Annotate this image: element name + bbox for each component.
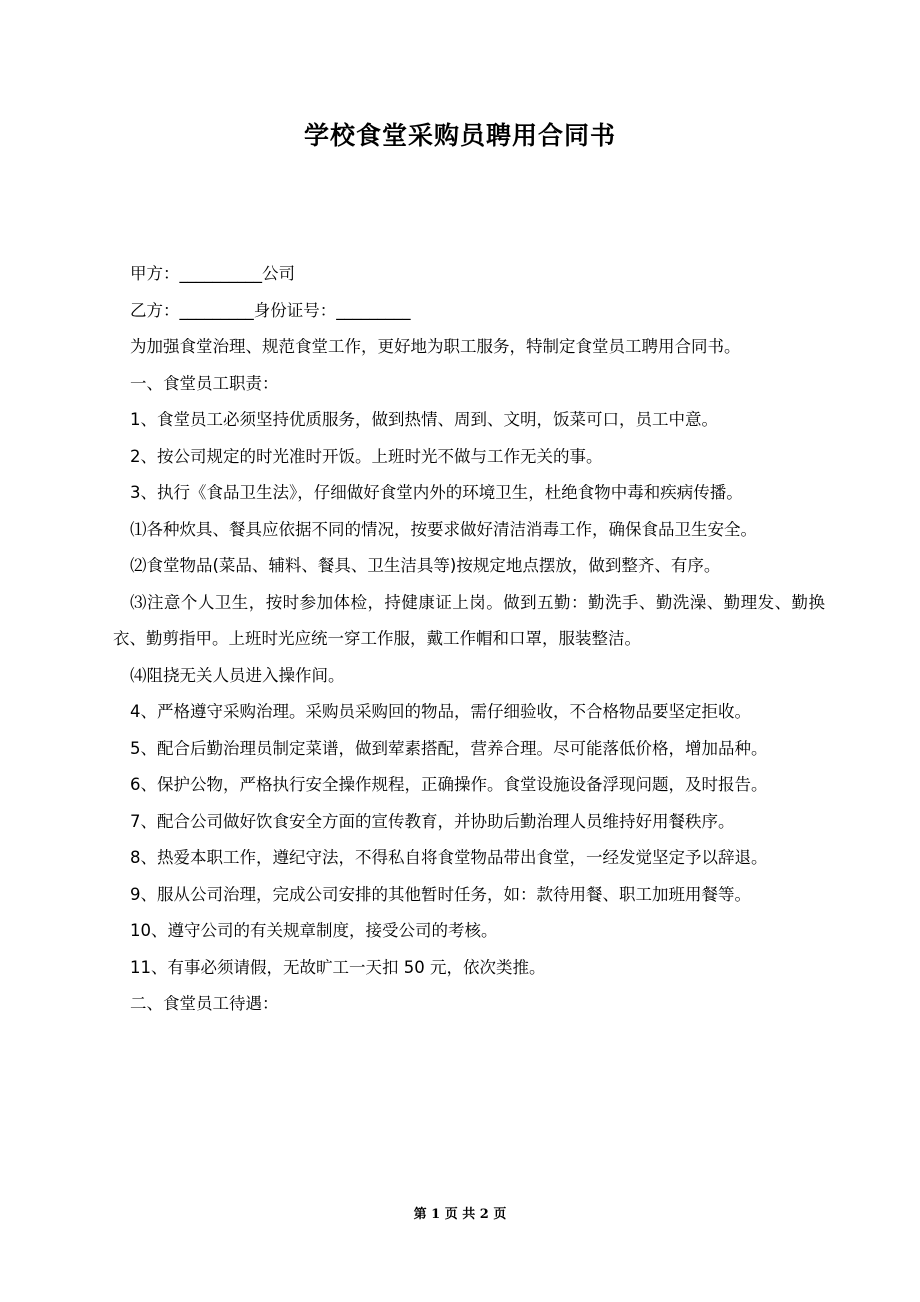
- page-footer: [0, 1203, 920, 1227]
- sub-clause-paragraph: ⑵食堂物品(菜品、辅料、餐具、卫生洁具等)按规定地点摆放，做到整齐、有序。: [130, 556, 721, 575]
- intro-paragraph: 为加强食堂治理、规范食堂工作，更好地为职工服务，特制定食堂员工聘用合同书。: [130, 337, 741, 356]
- clause-paragraph: 2、按公司规定的时光准时开饭。上班时光不做与工作无关的事。: [130, 446, 603, 466]
- clause-paragraph: 4、严格遵守采购治理。采购员采购回的物品，需仔细验收，不合格物品要坚定拒收。: [130, 702, 751, 721]
- clause-paragraph: 8、热爱本职工作，遵纪守法，不得私自将食堂物品带出食堂，一经发觉坚定予以辞退。: [130, 848, 768, 867]
- footer-middle: 页 共: [444, 1207, 476, 1222]
- clause-paragraph: 7、配合公司做好饮食安全方面的宣传教育，并协助后勤治理人员维持好用餐秩序。: [130, 811, 735, 831]
- clause-paragraph: 9、服从公司治理，完成公司安排的其他暂时任务，如：款待用餐、职工加班用餐等。: [130, 884, 751, 904]
- clause-paragraph: 1、食堂员工必须坚持优质服务，做到热情、周到、文明，饭菜可口，员工中意。: [130, 410, 718, 429]
- footer-prefix: 第: [413, 1207, 427, 1222]
- sub-clause-paragraph: ⑴各种炊具、餐具应依据不同的情况，按要求做好清洁消毒工作，确保食品卫生安全。: [130, 519, 757, 539]
- section-heading: 一、食堂员工职责：: [130, 373, 279, 393]
- section-heading: 二、食堂员工待遇：: [130, 994, 279, 1013]
- sub-clause-paragraph: ⑶注意个人卫生，按时参加体检，持健康证上岗。做到五勤：勤洗手、勤洗澡、勤理发、勤换衣、勤剪指甲。上班时光应统一穿工作服，戴工作帽和口罩，服装整洁。: [113, 592, 825, 648]
- party-b-line: 乙方：_________身份证号：_________: [130, 300, 411, 320]
- clause-paragraph: 6、保护公物，严格执行安全操作规程，正确操作。食堂设施设备浮现问题，及时报告。: [130, 775, 768, 794]
- document-body: [113, 256, 825, 1023]
- sub-clause-paragraph: ⑷阻挠无关人员进入操作间。: [130, 665, 345, 685]
- footer-suffix: 页: [493, 1207, 507, 1222]
- clause-paragraph: 11、有事必须请假，无故旷工一天扣 50 元，依次类推。: [130, 957, 546, 977]
- clause-paragraph: 10、遵守公司的有关规章制度，接受公司的考核。: [130, 921, 498, 940]
- clause-paragraph: 5、配合后勤治理员制定菜谱，做到荤素搭配，营养合理。尽可能落低价格，增加品种。: [130, 738, 768, 758]
- clause-paragraph: 3、执行《食品卫生法》，仔细做好食堂内外的环境卫生，杜绝食物中毒和疾病传播。: [130, 483, 743, 502]
- party-a-line: 甲方：__________公司: [130, 264, 295, 283]
- document-title: 学校食堂采购员聘用合同书: [303, 121, 616, 150]
- footer-page-number: 1: [431, 1207, 441, 1222]
- footer-total-pages: 2: [479, 1207, 489, 1222]
